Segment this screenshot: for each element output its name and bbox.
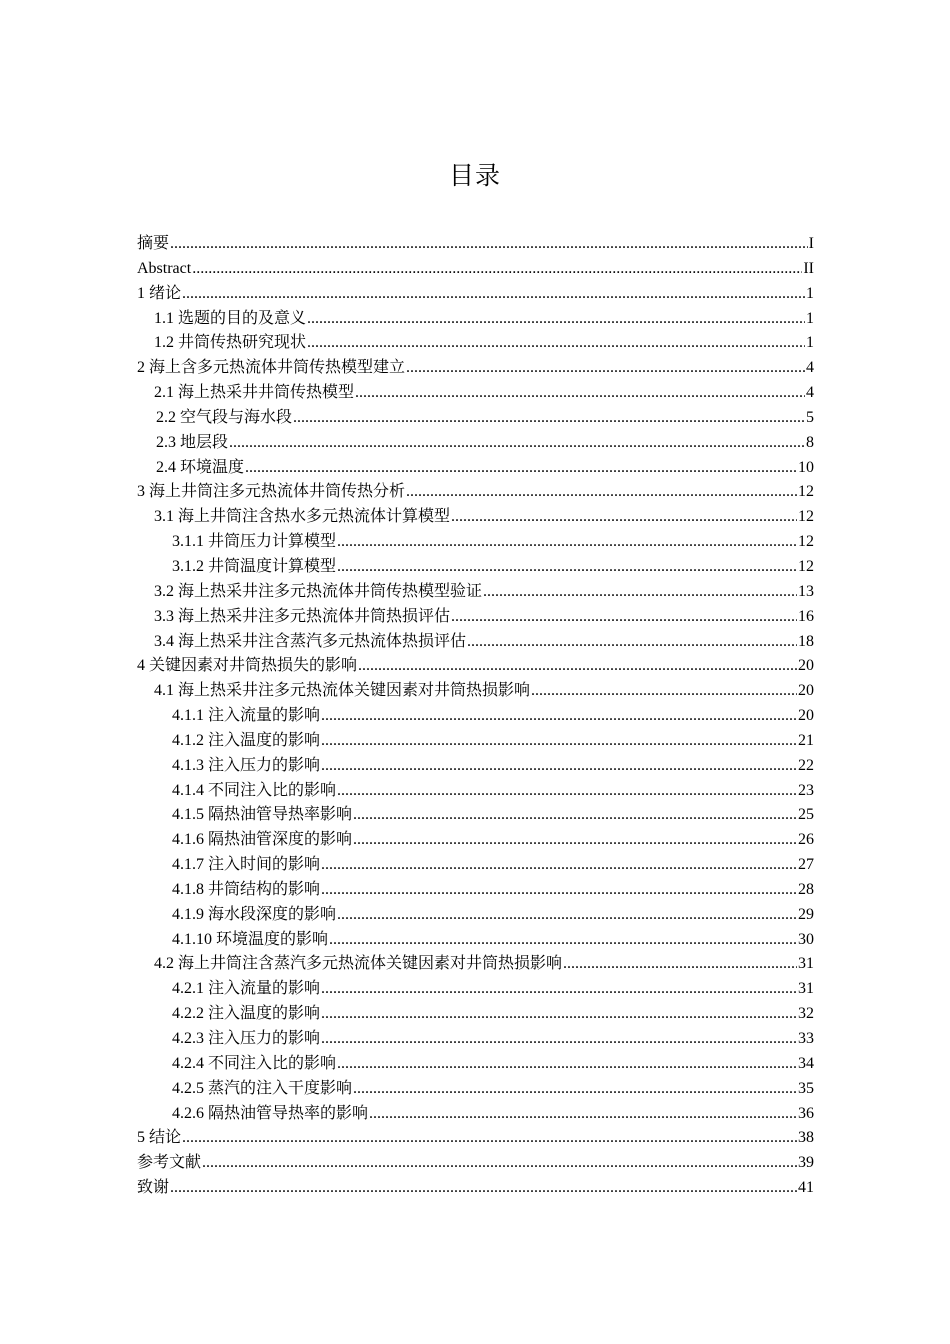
toc-entry-label: 2.3 地层段 — [156, 433, 229, 451]
toc-entry[interactable] — [137, 1102, 814, 1127]
toc-entry[interactable] — [137, 282, 814, 307]
toc-entry-label: 4.1.7 注入时间的影响 — [172, 856, 321, 874]
toc-entry-label: 5 结论 — [137, 1129, 182, 1147]
toc-entry-label: 1.2 井筒传热研究现状 — [154, 334, 307, 352]
toc-dot-leader — [170, 1176, 797, 1201]
toc-entry-label: 致谢 — [137, 1179, 170, 1197]
toc-entry-label: 4 关键因素对井筒热损失的影响 — [137, 657, 358, 675]
toc-dot-leader — [369, 1102, 797, 1127]
toc-entry-label: 4.2.4 不同注入比的影响 — [172, 1054, 337, 1072]
toc-entry[interactable] — [137, 555, 814, 580]
toc-entry-label: 4.2.2 注入温度的影响 — [172, 1005, 321, 1023]
toc-entry-page-number: 12 — [798, 533, 814, 551]
toc-dot-leader — [321, 1027, 797, 1052]
toc-entry[interactable] — [137, 456, 814, 481]
toc-entry-page-number: 31 — [798, 980, 814, 998]
toc-dot-leader — [358, 654, 797, 679]
toc-dot-leader — [353, 1077, 797, 1102]
toc-entry-label: 2 海上含多元热流体井筒传热模型建立 — [137, 359, 406, 377]
toc-dot-leader — [202, 1151, 797, 1176]
toc-entry-page-number: 34 — [798, 1054, 814, 1072]
toc-entry[interactable] — [137, 853, 814, 878]
toc-entry[interactable] — [137, 381, 814, 406]
toc-entry-page-number: 12 — [798, 483, 814, 501]
toc-entry-label: 4.1.10 环境温度的影响 — [172, 930, 329, 948]
toc-entry[interactable] — [137, 257, 814, 282]
toc-entry[interactable] — [137, 431, 814, 456]
toc-dot-leader — [321, 977, 797, 1002]
toc-entry-page-number: 20 — [798, 657, 814, 675]
toc-entry[interactable] — [137, 704, 814, 729]
toc-entry-page-number: 27 — [798, 856, 814, 874]
toc-entry-page-number: 32 — [798, 1005, 814, 1023]
toc-entry[interactable] — [137, 232, 814, 257]
toc-entry[interactable] — [137, 331, 814, 356]
toc-entry[interactable] — [137, 1126, 814, 1151]
toc-dot-leader — [182, 1126, 797, 1151]
page-title: 目录 — [448, 161, 501, 190]
toc-entry-page-number: 39 — [798, 1154, 814, 1172]
toc-dot-leader — [337, 779, 797, 804]
toc-entry[interactable] — [137, 903, 814, 928]
toc-entry-label: 4.1.3 注入压力的影响 — [172, 756, 321, 774]
toc-dot-leader — [245, 456, 797, 481]
toc-entry[interactable] — [137, 480, 814, 505]
toc-entry[interactable] — [137, 654, 814, 679]
toc-entry[interactable] — [137, 779, 814, 804]
toc-dot-leader — [337, 1052, 797, 1077]
toc-entry[interactable] — [137, 952, 814, 977]
toc-entry-page-number: 13 — [798, 582, 814, 600]
toc-entry-label: 2.2 空气段与海水段 — [156, 408, 293, 426]
toc-entry[interactable] — [137, 307, 814, 332]
toc-dot-leader — [451, 605, 797, 630]
toc-entry[interactable] — [137, 754, 814, 779]
toc-entry-page-number: 20 — [798, 682, 814, 700]
toc-entry[interactable] — [137, 679, 814, 704]
toc-entry-page-number: 33 — [798, 1030, 814, 1047]
toc-dot-leader — [451, 505, 797, 530]
toc-dot-leader — [321, 1002, 797, 1027]
toc-dot-leader — [337, 903, 797, 928]
toc-entry-label: 3.1.1 井筒压力计算模型 — [172, 533, 337, 551]
toc-entry-label: 4.2.6 隔热油管导热率的影响 — [172, 1104, 369, 1122]
toc-entry-page-number: 5 — [806, 408, 814, 426]
toc-entry-page-number: 38 — [798, 1129, 814, 1147]
toc-entry-label: 3.4 海上热采井注含蒸汽多元热流体热损评估 — [154, 632, 467, 650]
toc-entry[interactable] — [137, 530, 814, 555]
toc-entry-page-number: 26 — [798, 831, 814, 849]
toc-entry-label: 1 绪论 — [137, 284, 182, 302]
toc-entry[interactable] — [137, 605, 814, 630]
toc-entry-page-number: 41 — [798, 1179, 814, 1197]
toc-entry-label: 4.2.1 注入流量的影响 — [172, 980, 321, 998]
toc-dot-leader — [337, 555, 797, 580]
toc-entry-page-number: 8 — [806, 433, 814, 451]
toc-entry-page-number: 1 — [806, 334, 814, 352]
toc-entry-label: 3.2 海上热采井注多元热流体井筒传热模型验证 — [154, 582, 483, 600]
toc-dot-leader — [192, 257, 802, 282]
toc-entry-page-number: 1 — [806, 284, 814, 302]
toc-entry-page-number: 28 — [798, 880, 814, 898]
toc-entry-label: 4.1.1 注入流量的影响 — [172, 707, 321, 725]
toc-entry-page-number: 4 — [806, 359, 814, 377]
toc-entry-label: Abstract — [137, 259, 192, 277]
toc-entry[interactable] — [137, 878, 814, 903]
toc-dot-leader — [355, 381, 805, 406]
toc-entry-label: 4.1.9 海水段深度的影响 — [172, 905, 337, 923]
toc-dot-leader — [329, 928, 797, 953]
toc-entry[interactable] — [137, 580, 814, 605]
toc-entry-label: 1.1 选题的目的及意义 — [154, 309, 307, 327]
toc-dot-leader — [321, 853, 797, 878]
toc-dot-leader — [321, 704, 797, 729]
toc-entry-label: 2.4 环境温度 — [156, 458, 245, 476]
toc-dot-leader — [229, 431, 805, 456]
toc-dot-leader — [307, 331, 805, 356]
toc-entry-page-number: 18 — [798, 632, 814, 650]
toc-dot-leader — [467, 630, 797, 655]
toc-entry-page-number: 30 — [798, 930, 814, 948]
toc-entry[interactable] — [137, 630, 814, 655]
toc-entry-page-number: 23 — [798, 781, 814, 799]
toc-entry[interactable] — [137, 928, 814, 953]
toc-entry-label: 4.2 海上井筒注含蒸汽多元热流体关键因素对井筒热损影响 — [154, 955, 563, 973]
toc-entry-label: 4.1.2 注入温度的影响 — [172, 731, 321, 749]
toc-entry-page-number: 4 — [806, 384, 814, 402]
toc-entry[interactable] — [137, 1151, 814, 1176]
toc-dot-leader — [170, 232, 808, 257]
toc-entry-label: 4.1.4 不同注入比的影响 — [172, 781, 337, 799]
table-of-contents — [137, 232, 814, 1201]
toc-entry-page-number: I — [808, 235, 814, 252]
toc-entry-page-number: 12 — [798, 508, 814, 526]
toc-dot-leader — [307, 307, 805, 332]
toc-entry-page-number: 35 — [798, 1079, 814, 1097]
toc-entry-page-number: 10 — [798, 458, 814, 476]
toc-entry-page-number: 36 — [798, 1104, 814, 1122]
toc-entry-page-number: 29 — [798, 905, 814, 923]
toc-entry[interactable] — [137, 828, 814, 853]
toc-entry-page-number: 1 — [806, 309, 814, 327]
toc-entry-page-number: 21 — [798, 731, 814, 749]
toc-dot-leader — [353, 803, 797, 828]
toc-entry-label: 4.1.6 隔热油管深度的影响 — [172, 831, 353, 849]
toc-entry[interactable] — [137, 1176, 814, 1201]
toc-entry-page-number: 31 — [798, 955, 814, 973]
toc-entry-page-number: II — [803, 259, 814, 277]
toc-entry[interactable] — [137, 1052, 814, 1077]
toc-entry-label: 3 海上井筒注多元热流体井筒传热分析 — [137, 483, 406, 501]
toc-entry-page-number: 20 — [798, 707, 814, 725]
toc-dot-leader — [483, 580, 797, 605]
toc-entry-label: 参考文献 — [137, 1154, 202, 1172]
toc-entry[interactable] — [137, 505, 814, 530]
toc-dot-leader — [321, 878, 797, 903]
toc-dot-leader — [321, 754, 797, 779]
toc-entry-label: 4.1 海上热采井注多元热流体关键因素对井筒热损影响 — [154, 682, 531, 700]
toc-dot-leader — [406, 480, 797, 505]
toc-dot-leader — [531, 679, 797, 704]
toc-entry[interactable] — [137, 977, 814, 1002]
toc-dot-leader — [293, 406, 805, 431]
toc-dot-leader — [182, 282, 805, 307]
toc-entry-label: 3.1 海上井筒注含热水多元热流体计算模型 — [154, 508, 451, 526]
toc-dot-leader — [353, 828, 797, 853]
toc-entry-page-number: 16 — [798, 607, 814, 625]
toc-entry[interactable] — [137, 1002, 814, 1027]
toc-entry[interactable] — [137, 1077, 814, 1102]
toc-dot-leader — [406, 356, 805, 381]
toc-entry-label: 4.1.8 井筒结构的影响 — [172, 880, 321, 898]
toc-entry[interactable] — [137, 803, 814, 828]
toc-entry-label: 2.1 海上热采井井筒传热模型 — [154, 384, 355, 402]
toc-entry-page-number: 25 — [798, 806, 814, 824]
toc-entry-page-number: 12 — [798, 557, 814, 575]
toc-entry-label: 4.1.5 隔热油管导热率影响 — [172, 806, 353, 824]
toc-entry-label: 摘要 — [137, 235, 170, 252]
toc-dot-leader — [337, 530, 797, 555]
toc-entry-label: 3.3 海上热采井注多元热流体井筒热损评估 — [154, 607, 451, 625]
toc-entry-label: 4.2.5 蒸汽的注入干度影响 — [172, 1079, 353, 1097]
toc-entry[interactable] — [137, 1027, 814, 1052]
toc-entry[interactable] — [137, 406, 814, 431]
toc-entry[interactable] — [137, 356, 814, 381]
toc-dot-leader — [563, 952, 797, 977]
toc-entry-label: 4.2.3 注入压力的影响 — [172, 1030, 321, 1047]
toc-entry-page-number: 22 — [798, 756, 814, 774]
toc-dot-leader — [321, 729, 797, 754]
toc-entry[interactable] — [137, 729, 814, 754]
toc-entry-label: 3.1.2 井筒温度计算模型 — [172, 557, 337, 575]
